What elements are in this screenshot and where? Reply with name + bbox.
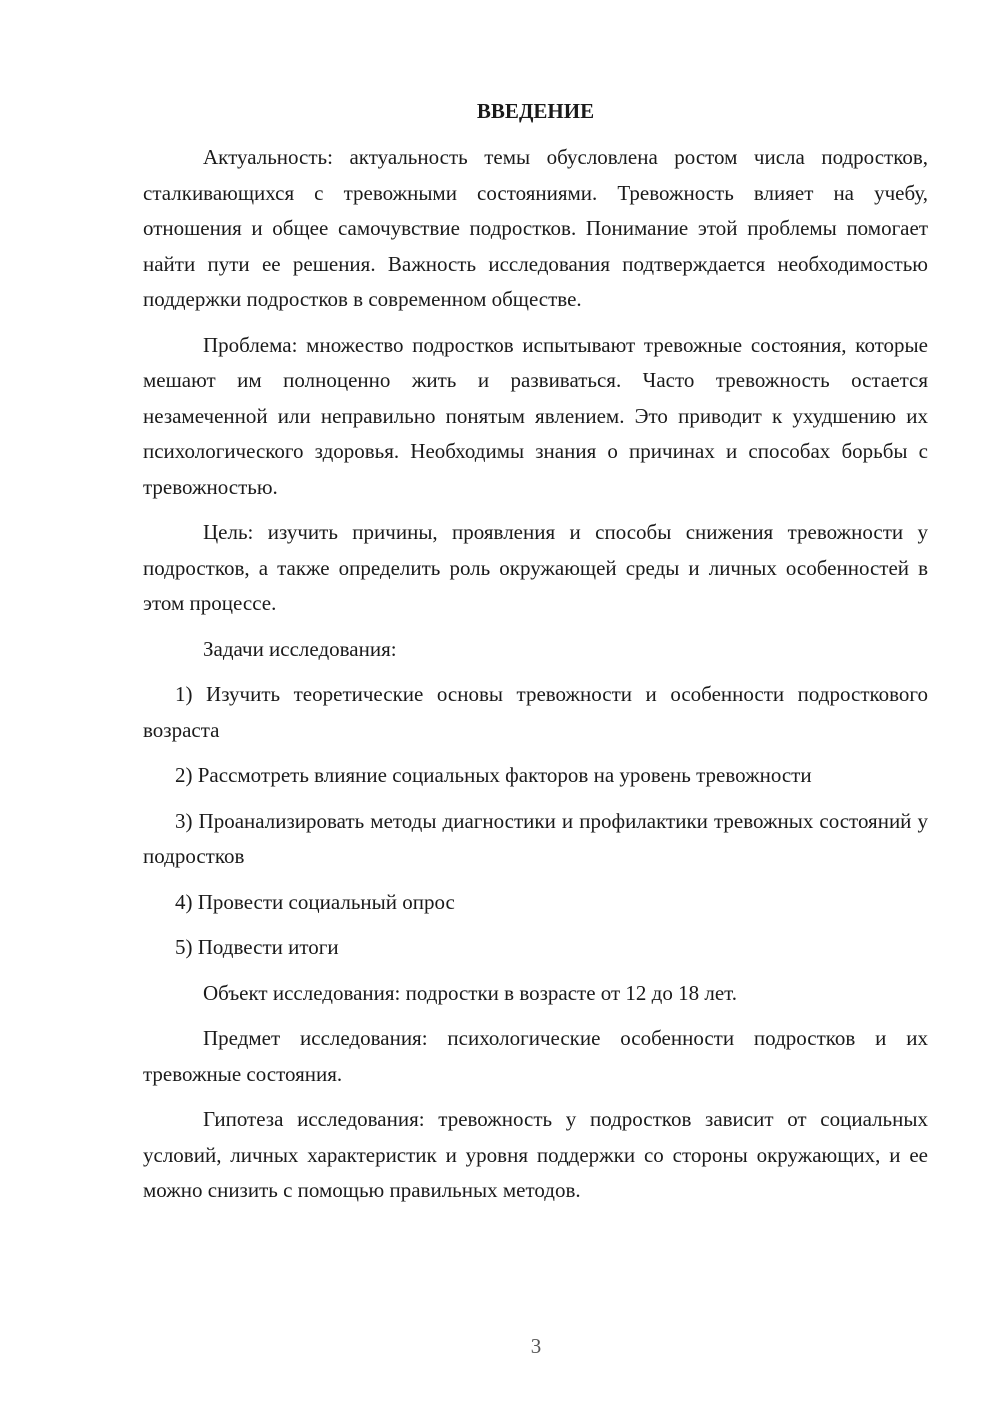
task-item-3: 3) Проанализировать методы диагностики и профилактики тревожных состояний у подростков bbox=[143, 808, 928, 868]
problem-paragraph: Проблема: множество подростков испытывают тревожные состояния, которые мешают им полноценно жить и развиваться. Часто тревожность остается незамеченной или неправильно понятым явлением. Это приводит к ухудшению их психологического здоровья. Необходимы знания о причинах и способах борьбы с тревожностью. bbox=[143, 332, 928, 499]
task-item-4: 4) Провести социальный опрос bbox=[175, 889, 455, 914]
object-paragraph: Объект исследования: подростки в возрасте от 12 до 18 лет. bbox=[203, 980, 738, 1005]
document-page bbox=[143, 96, 928, 1219]
tasks-heading: Задачи исследования: bbox=[203, 636, 397, 661]
goal-paragraph: Цель: изучить причины, проявления и способы снижения тревожности у подростков, а также определить роль окружающей среды и личных особенностей в этом процессе. bbox=[143, 520, 928, 615]
task-item-1: 1) Изучить теоретические основы тревожности и особенности подросткового возраста bbox=[143, 682, 928, 742]
relevance-paragraph: Актуальность: актуальность темы обусловлена ростом числа подростков, сталкивающихся с тревожными состояниями. Тревожность влияет на учебу, отношения и общее самочувствие подростков. Понимание этой проблемы помогает найти пути ее решения. Важность исследования подтверждается необходимостью поддержки подростков в современном обществе. bbox=[143, 145, 928, 311]
section-title: ВВЕДЕНИЕ bbox=[476, 99, 595, 123]
hypothesis-paragraph: Гипотеза исследования: тревожность у подростков зависит от социальных условий, личных характеристик и уровня поддержки со стороны окружающих, и ее можно снизить с помощью правильных методов. bbox=[143, 1107, 928, 1202]
page-number: 3 bbox=[530, 1334, 542, 1358]
task-item-5: 5) Подвести итоги bbox=[175, 935, 339, 959]
task-item-2: 2) Рассмотреть влияние социальных факторов на уровень тревожности bbox=[175, 763, 812, 787]
subject-paragraph: Предмет исследования: психологические особенности подростков и их тревожные состояния. bbox=[143, 1026, 928, 1086]
